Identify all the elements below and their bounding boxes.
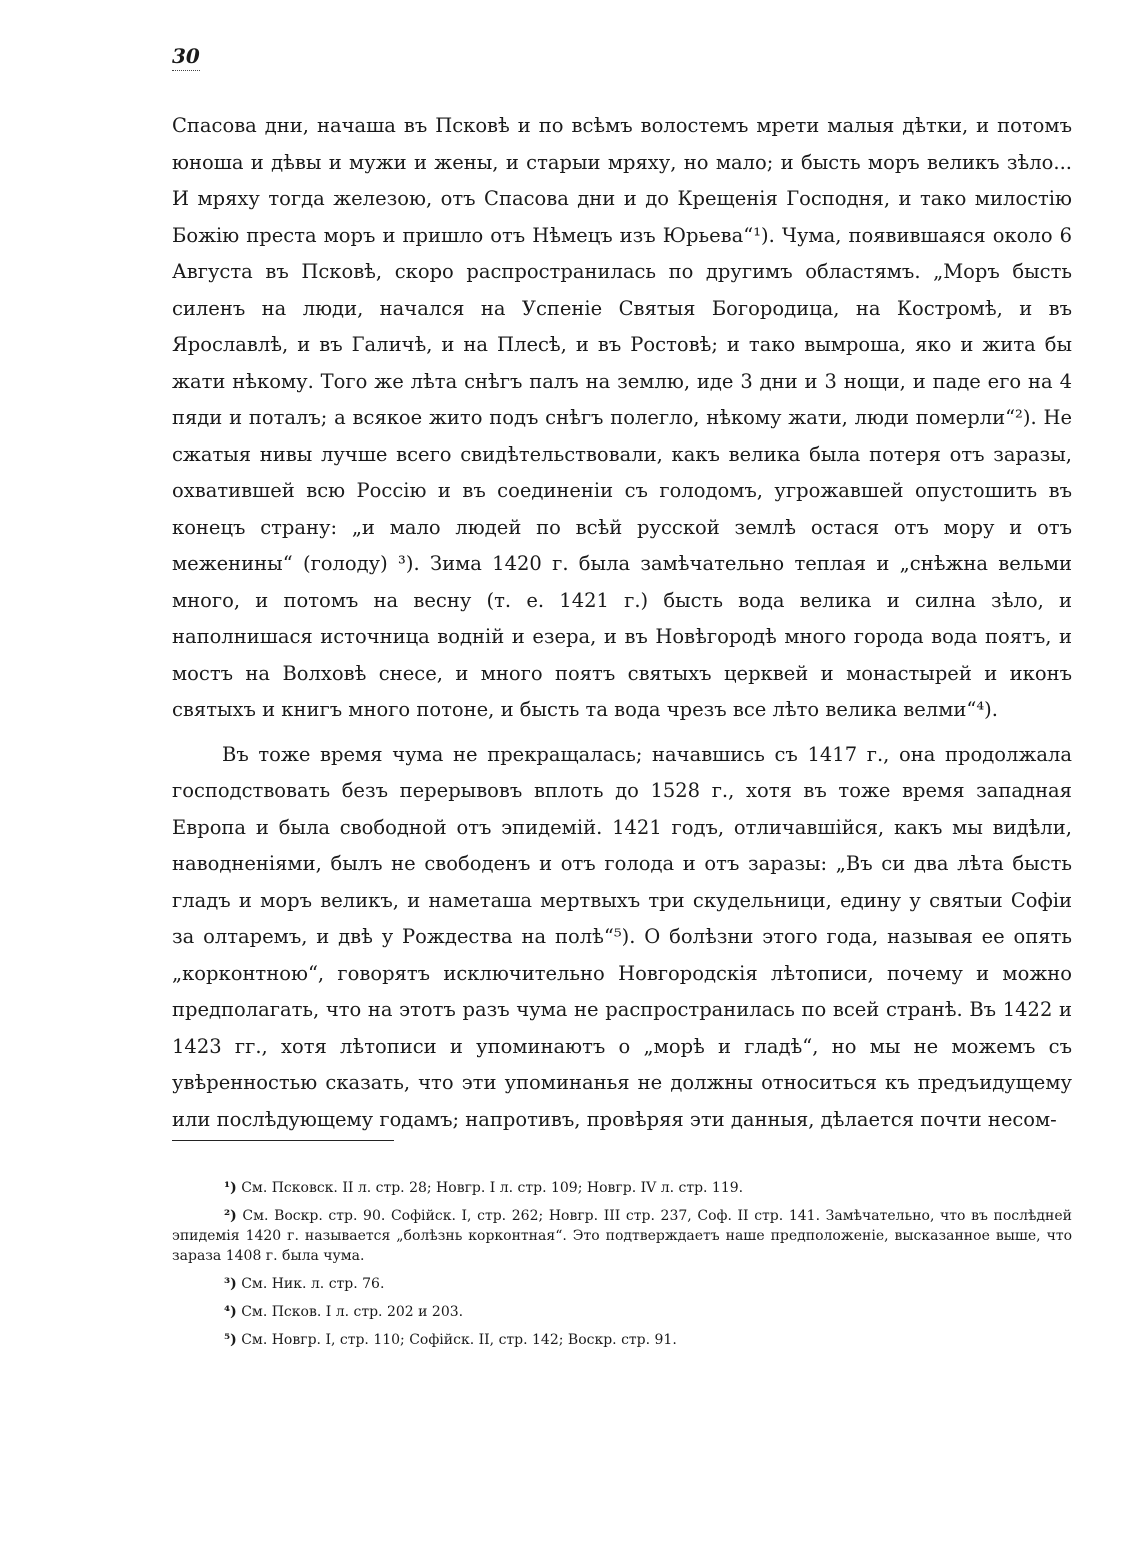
footnote-3 — [172, 1274, 1072, 1294]
footnote-marker: ³) — [224, 1276, 237, 1292]
paragraph-1: Спасова дни, начаша въ Псковѣ и по всѣмъ волостемъ мрети малыя дѣтки, и потомъ юноша и дѣвы и мужи и жены, и старыи мряху, но мало; и бысть моръ великъ зѣло... И мряху тогда железою, отъ Спасова дни и до Крещенія Господня, и тако милостію Божію преста моръ и пришло отъ Нѣмецъ изъ Юрьева“¹). Чума, появившаяся около 6 Августа въ Псковѣ, скоро распространилась по другимъ областямъ. „Моръ бысть силенъ на люди, начался на Успеніе Святыя Богородица, на Костромѣ, и въ Ярославлѣ, и въ Галичѣ, и на Плесѣ, и въ Ростовѣ; и тако вымроша, яко и жита бы жати нѣкому. Того же лѣта снѣгъ палъ на землю, иде 3 дни и 3 нощи, и паде его на 4 пяди и поталъ; а всякое жито подъ снѣгъ полегло, нѣкому жати, люди померли“²). Не сжатыя нивы лучше всего свидѣтельствовали, какъ велика была потеря отъ заразы, охватившей всю Россію и въ соединеніи съ голодомъ, угрожавшей опустошить въ конецъ страну: „и мало людей по всѣй русской землѣ остася отъ мору и отъ меженины“ (голоду) ³). Зима 1420 г. была замѣчательно теплая и „снѣжна вельми много, и потомъ на весну (т. е. 1421 г.) бысть вода велика и силна зѣло, и наполнишася источница водній и езера, и въ Новѣгородѣ много города вода поятъ, и мостъ на Волховѣ снесе, и много поятъ святыхъ церквей и монастырей и иконъ святыхъ и книгъ много потоне, и бысть та вода чрезъ все лѣто велика велми“⁴). — [172, 114, 1072, 721]
footnote-text: См. Псков. I л. стр. 202 и 203. — [241, 1304, 464, 1320]
footnote-text: См. Ник. л. стр. 76. — [241, 1276, 385, 1292]
footnote-1 — [172, 1178, 1072, 1198]
paragraph-2: Въ тоже время чума не прекращалась; начавшись съ 1417 г., она продолжала господствовать безъ перерывовъ вплоть до 1528 г., хотя въ тоже время западная Европа и была свободной отъ эпидемій. 1421 годъ, отличавшійся, какъ мы видѣли, наводненіями, былъ не свободенъ и отъ голода и отъ заразы: „Въ си два лѣта бысть гладъ и моръ великъ, и наметаша мертвыхъ три скудельници, едину у святыи Софіи за олтаремъ, и двѣ у Рождества на полѣ“⁵). О болѣзни этого года, называя ее опять „корконтною“, говорятъ исключительно Новгородскія лѣтописи, почему и можно предполагать, что на этотъ разъ чума не распространилась по всей странѣ. Въ 1422 и 1423 гг., хотя лѣтописи и упоминаютъ о „морѣ и гладѣ“, но мы не можемъ съ увѣренностью сказать, что эти упоминанья не должны относиться къ предъидущему или послѣдующему годамъ; напротивъ, провѣряя эти данныя, дѣлается почти несом- — [172, 742, 1072, 1131]
footnote-marker: ⁴) — [224, 1304, 237, 1320]
footnote-text: См. Псковск. II л. стр. 28; Новгр. I л. стр. 109; Новгр. IV л. стр. 119. — [241, 1180, 744, 1196]
footnote-2 — [172, 1206, 1072, 1266]
page-number: 30 — [172, 46, 200, 71]
footnote-5 — [172, 1330, 1072, 1350]
footnote-text: См. Воскр. стр. 90. Софійск. I, стр. 262; Новгр. III стр. 237, Соф. II стр. 141. Замѣчательно, что въ послѣдней эпидемія 1420 г. называется „болѣзнь корконтная“. Это подтверждаетъ наше предположеніе, высказанное выше, что зараза 1408 г. была чума. — [172, 1208, 1073, 1264]
footnote-divider — [172, 1140, 394, 1141]
footnotes — [172, 1178, 1072, 1358]
footnote-4 — [172, 1302, 1072, 1322]
footnote-marker: ¹) — [224, 1180, 237, 1196]
footnote-marker: ²) — [224, 1208, 237, 1224]
footnote-marker: ⁵) — [224, 1332, 237, 1348]
footnote-text: См. Новгр. I, стр. 110; Софійск. II, стр. 142; Воскр. стр. 91. — [241, 1332, 677, 1348]
main-text — [172, 108, 1072, 1138]
